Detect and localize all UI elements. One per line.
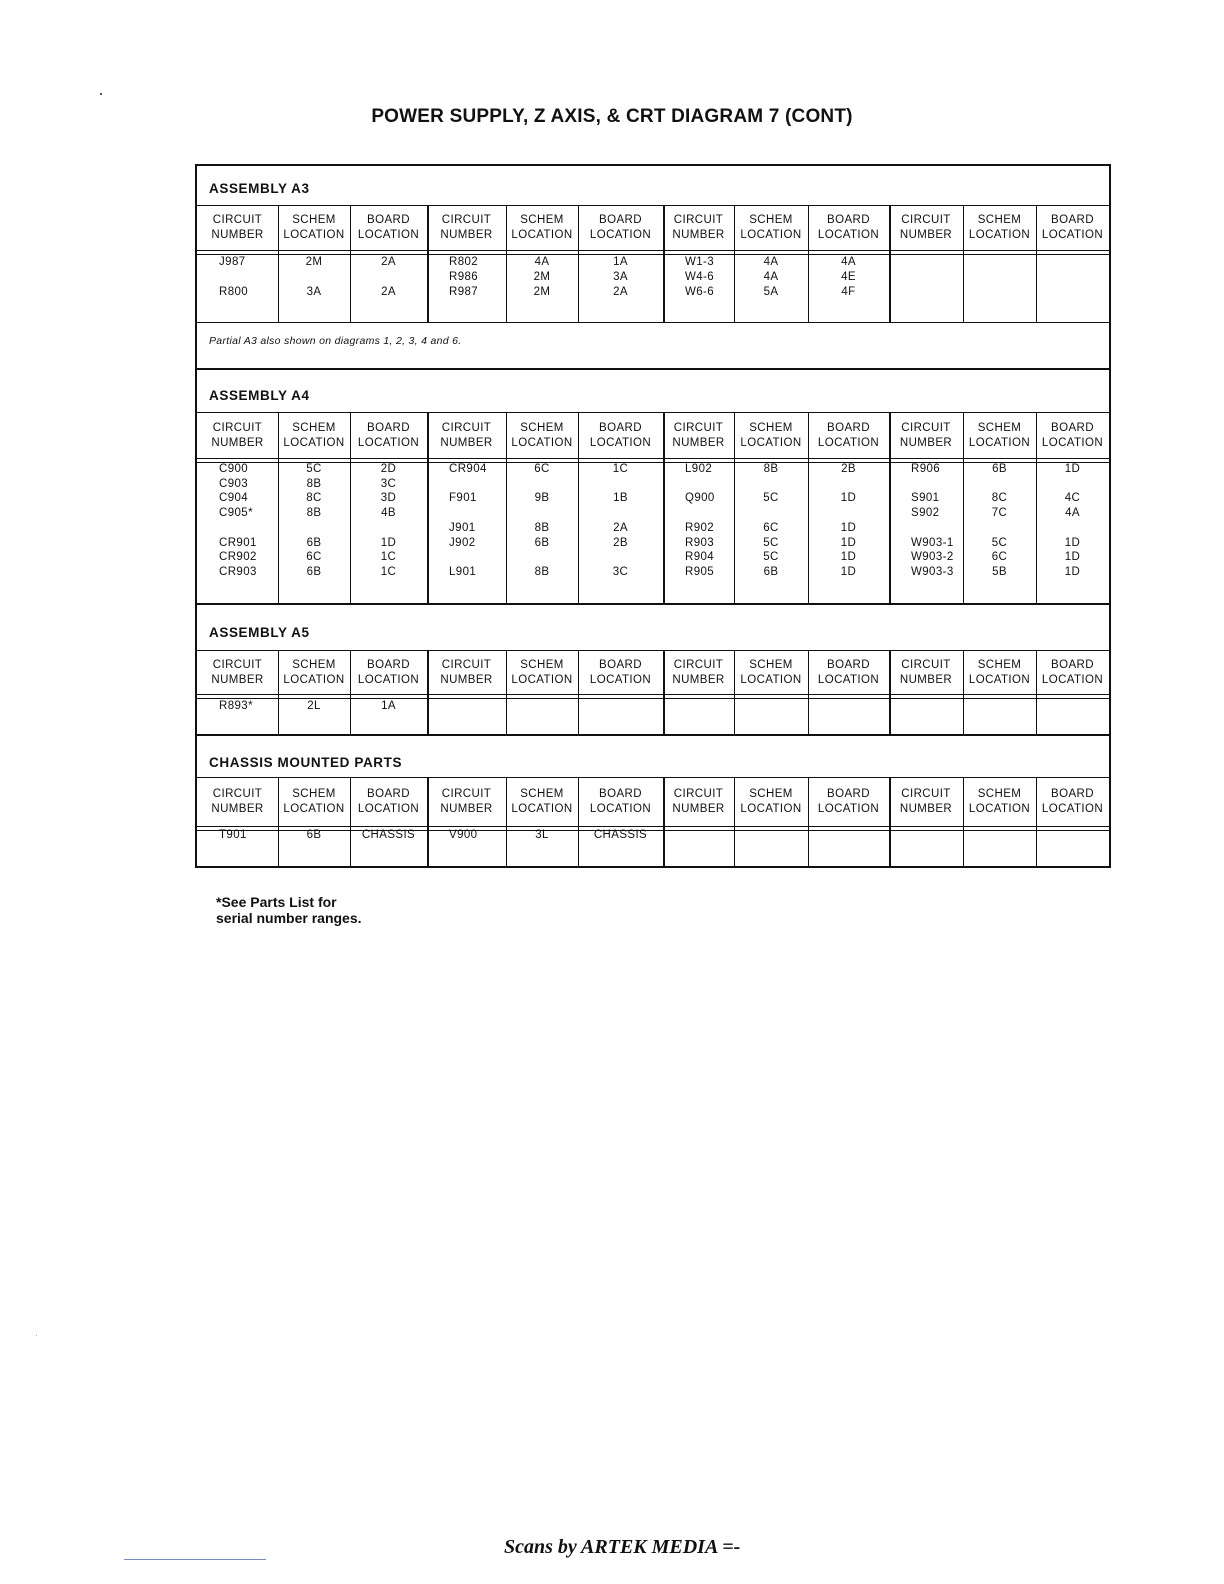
schem-location: 8B	[306, 507, 322, 520]
column-divider	[808, 778, 809, 868]
scan-speck	[100, 93, 102, 95]
page-title: POWER SUPPLY, Z AXIS, & CRT DIAGRAM 7 (CONT)	[371, 106, 853, 127]
board-location-header: BOARD LOCATION	[817, 658, 880, 686]
board-location-header: BOARD LOCATION	[357, 214, 420, 241]
circuit-number: CR901	[219, 536, 257, 549]
section-title: CHASSIS MOUNTED PARTS	[209, 755, 403, 770]
board-location: 1D	[840, 521, 857, 534]
circuit-number-header: CIRCUIT NUMBER	[899, 658, 953, 686]
schem-location: 6B	[306, 565, 322, 578]
circuit-number: S901	[911, 492, 940, 505]
schem-location: 6B	[763, 565, 779, 578]
group-divider	[663, 413, 665, 603]
schem-location-header: SCHEM LOCATION	[283, 421, 345, 449]
circuit-number: W903-2	[911, 551, 954, 564]
circuit-number-header: CIRCUIT NUMBER	[211, 421, 264, 449]
schem-location: 4A	[763, 256, 779, 268]
board-location-header: BOARD LOCATION	[589, 658, 652, 686]
column-divider	[734, 651, 735, 734]
section-title: ASSEMBLY A3	[209, 181, 310, 196]
board-location-header: BOARD LOCATION	[817, 788, 880, 815]
column-divider	[506, 651, 507, 734]
schem-location: 6B	[306, 829, 322, 841]
column-divider	[350, 778, 351, 868]
circuit-number: R903	[685, 536, 715, 549]
scan-speck	[36, 1335, 37, 1336]
circuit-number: W6-6	[685, 286, 715, 298]
circuit-number: W4-6	[685, 271, 715, 283]
group-divider	[663, 778, 665, 868]
title-divider	[197, 205, 1109, 206]
schem-location: 4A	[534, 256, 550, 268]
schem-location: 8B	[763, 463, 779, 475]
board-location: 4F	[841, 286, 856, 298]
board-location: 3C	[380, 477, 397, 490]
schem-location-header: SCHEM LOCATION	[740, 214, 802, 241]
board-location-header: BOARD LOCATION	[1041, 788, 1104, 815]
circuit-number: R802	[449, 256, 479, 268]
board-location: 1D	[840, 565, 857, 578]
column-divider	[808, 651, 809, 734]
section-note: Partial A3 also shown on diagrams 1, 2, 3, 4 and 6.	[209, 335, 462, 347]
circuit-number: R800	[219, 286, 249, 298]
section-divider	[197, 603, 1109, 605]
board-location: 2A	[613, 286, 628, 298]
section-divider	[197, 368, 1109, 370]
schem-location: 8B	[534, 565, 550, 578]
circuit-number: R905	[685, 565, 715, 578]
schem-location: 6B	[534, 536, 550, 549]
circuit-number: C903	[219, 477, 249, 490]
board-location: 1D	[840, 492, 857, 505]
schem-location-header: SCHEM LOCATION	[740, 421, 802, 449]
schem-location: 6B	[992, 463, 1007, 475]
circuit-number: R987	[449, 286, 479, 298]
schem-location-header: SCHEM LOCATION	[511, 214, 573, 241]
credit-underline	[124, 1559, 266, 1560]
schem-location: 2M	[305, 256, 323, 268]
column-divider	[734, 778, 735, 868]
circuit-number: CR903	[219, 565, 257, 578]
board-location: 1C	[612, 463, 629, 475]
board-location: 1C	[380, 565, 397, 578]
header-divider	[197, 694, 1109, 699]
column-divider	[578, 778, 579, 868]
circuit-number-header: CIRCUIT NUMBER	[440, 658, 493, 686]
schem-location-header: SCHEM LOCATION	[511, 658, 573, 686]
group-divider	[427, 778, 429, 868]
board-location-header: BOARD LOCATION	[589, 788, 652, 815]
circuit-number-header: CIRCUIT NUMBER	[211, 214, 264, 241]
circuit-number-header: CIRCUIT NUMBER	[899, 421, 953, 449]
circuit-number-header: CIRCUIT NUMBER	[440, 788, 493, 815]
schem-location-header: SCHEM LOCATION	[283, 658, 345, 686]
circuit-number: C905*	[219, 507, 253, 520]
scan-credit: Scans by ARTEK MEDIA =-	[504, 1536, 741, 1558]
board-location-header: BOARD LOCATION	[357, 658, 420, 686]
board-location: 1D	[1064, 463, 1081, 475]
board-location-header: BOARD LOCATION	[817, 214, 880, 241]
circuit-number: CR902	[219, 551, 257, 564]
circuit-number: J902	[449, 536, 476, 549]
board-location: 4B	[381, 507, 396, 520]
board-location: 4E	[841, 271, 856, 283]
schem-location: 4A	[763, 271, 779, 283]
group-divider	[427, 651, 429, 734]
board-location: 1D	[1064, 565, 1081, 578]
group-divider	[663, 206, 665, 322]
board-location: 1D	[840, 551, 857, 564]
schem-location-header: SCHEM LOCATION	[511, 788, 573, 815]
schem-location-header: SCHEM LOCATION	[740, 788, 802, 815]
schem-location-header: SCHEM LOCATION	[511, 421, 573, 449]
column-divider	[963, 206, 964, 322]
group-divider	[889, 778, 891, 868]
board-location: 2A	[613, 521, 628, 534]
board-location: CHASSIS	[361, 829, 416, 841]
circuit-number-header: CIRCUIT NUMBER	[899, 788, 953, 815]
board-location: 1C	[380, 551, 397, 564]
board-location-header: BOARD LOCATION	[357, 421, 420, 449]
title-divider	[197, 650, 1109, 651]
board-location-header: BOARD LOCATION	[357, 788, 420, 815]
board-location: 3D	[380, 492, 397, 505]
board-location-header: BOARD LOCATION	[1041, 214, 1104, 241]
board-location-header: BOARD LOCATION	[1041, 421, 1104, 449]
schem-location: 2M	[533, 271, 551, 283]
title-divider	[197, 777, 1109, 778]
board-location-header: BOARD LOCATION	[589, 421, 652, 449]
board-location: 1D	[840, 536, 857, 549]
schem-location: 2M	[533, 286, 551, 298]
schem-location-header: SCHEM LOCATION	[283, 214, 345, 241]
schem-location: 5C	[763, 551, 779, 564]
board-location: 2A	[381, 286, 396, 298]
circuit-number: R904	[685, 551, 715, 564]
board-location-header: BOARD LOCATION	[1041, 658, 1104, 686]
schem-location: 5B	[992, 565, 1007, 578]
circuit-number: W1-3	[685, 256, 715, 268]
title-divider	[197, 412, 1109, 413]
circuit-number: J901	[449, 521, 476, 534]
circuit-number: R902	[685, 521, 715, 534]
column-divider	[963, 778, 964, 868]
schem-location: 5C	[763, 492, 779, 505]
schem-location: 6C	[534, 463, 550, 475]
circuit-number: L901	[449, 565, 477, 578]
board-location: 2B	[841, 463, 856, 475]
circuit-number: T901	[219, 829, 247, 841]
schem-location-header: SCHEM LOCATION	[968, 658, 1031, 686]
footnote: *See Parts List for serial number ranges.	[216, 894, 362, 926]
schem-location: 6C	[991, 551, 1008, 564]
board-location: 1D	[1064, 536, 1081, 549]
schem-location-header: SCHEM LOCATION	[968, 421, 1031, 449]
schem-location: 6C	[763, 521, 779, 534]
group-divider	[889, 206, 891, 322]
schem-location: 6B	[306, 536, 322, 549]
circuit-number: C900	[219, 463, 249, 475]
column-divider	[1036, 206, 1037, 322]
circuit-number-header: CIRCUIT NUMBER	[672, 214, 725, 241]
circuit-number: V900	[449, 829, 478, 841]
schem-location-header: SCHEM LOCATION	[968, 214, 1031, 241]
circuit-number: R893*	[219, 700, 253, 712]
circuit-number: S902	[911, 507, 940, 520]
board-location: 1B	[613, 492, 628, 505]
board-location: 4A	[841, 256, 856, 268]
circuit-number-header: CIRCUIT NUMBER	[211, 788, 264, 815]
board-location: 3A	[613, 271, 628, 283]
circuit-number: W903-3	[911, 565, 954, 578]
board-location: 1A	[381, 700, 396, 712]
board-location: 2A	[381, 256, 396, 268]
circuit-number-header: CIRCUIT NUMBER	[672, 658, 725, 686]
column-divider	[1036, 778, 1037, 868]
schem-location: 3A	[306, 286, 322, 298]
circuit-number: C904	[219, 492, 249, 505]
schem-location-header: SCHEM LOCATION	[283, 788, 345, 815]
group-divider	[889, 651, 891, 734]
column-divider	[578, 651, 579, 734]
board-location-header: BOARD LOCATION	[589, 214, 652, 241]
circuit-number: R906	[911, 463, 941, 475]
board-location: CHASSIS	[593, 829, 648, 841]
schem-location: 9B	[534, 492, 550, 505]
schem-location: 5C	[763, 536, 779, 549]
body-divider	[197, 322, 1109, 323]
circuit-number: R986	[449, 271, 479, 283]
column-divider	[963, 651, 964, 734]
circuit-number: CR904	[449, 463, 487, 475]
circuit-number: W903-1	[911, 536, 954, 549]
circuit-number-header: CIRCUIT NUMBER	[440, 214, 493, 241]
board-location: 1D	[1064, 551, 1081, 564]
section-title: ASSEMBLY A4	[209, 388, 310, 403]
schem-location: 7C	[991, 507, 1008, 520]
column-divider	[350, 651, 351, 734]
schem-location: 5C	[306, 463, 322, 475]
circuit-number-header: CIRCUIT NUMBER	[672, 421, 725, 449]
schem-location: 8B	[306, 477, 322, 490]
section-divider	[197, 734, 1109, 736]
circuit-number: Q900	[685, 492, 715, 505]
section-title: ASSEMBLY A5	[209, 625, 310, 640]
board-location: 4A	[1065, 507, 1080, 520]
board-location: 3C	[612, 565, 629, 578]
board-location: 1A	[613, 256, 628, 268]
board-location: 2D	[380, 463, 397, 475]
group-divider	[663, 651, 665, 734]
column-divider	[278, 651, 279, 734]
schem-location: 5A	[763, 286, 779, 298]
group-divider	[427, 413, 429, 603]
board-location-header: BOARD LOCATION	[817, 421, 880, 449]
schem-location: 8C	[306, 492, 322, 505]
circuit-number-header: CIRCUIT NUMBER	[899, 214, 953, 241]
header-divider	[197, 250, 1109, 255]
circuit-number: F901	[449, 492, 477, 505]
board-location: 1D	[380, 536, 397, 549]
schem-location: 3L	[535, 829, 549, 841]
board-location: 4C	[1064, 492, 1081, 505]
parts-location-table	[195, 164, 1111, 868]
schem-location-header: SCHEM LOCATION	[740, 658, 802, 686]
schem-location: 6C	[306, 551, 322, 564]
circuit-number-header: CIRCUIT NUMBER	[672, 788, 725, 815]
schem-location: 2L	[307, 700, 321, 712]
circuit-number: J987	[219, 256, 246, 268]
circuit-number: L902	[685, 463, 713, 475]
circuit-number-header: CIRCUIT NUMBER	[440, 421, 493, 449]
schem-location: 8C	[991, 492, 1008, 505]
group-divider	[427, 206, 429, 322]
column-divider	[1036, 651, 1037, 734]
schem-location-header: SCHEM LOCATION	[968, 788, 1031, 815]
column-divider	[506, 778, 507, 868]
schem-location: 5C	[991, 536, 1008, 549]
board-location: 2B	[613, 536, 628, 549]
schem-location: 8B	[534, 521, 550, 534]
column-divider	[278, 778, 279, 868]
circuit-number-header: CIRCUIT NUMBER	[211, 658, 264, 686]
group-divider	[889, 413, 891, 603]
